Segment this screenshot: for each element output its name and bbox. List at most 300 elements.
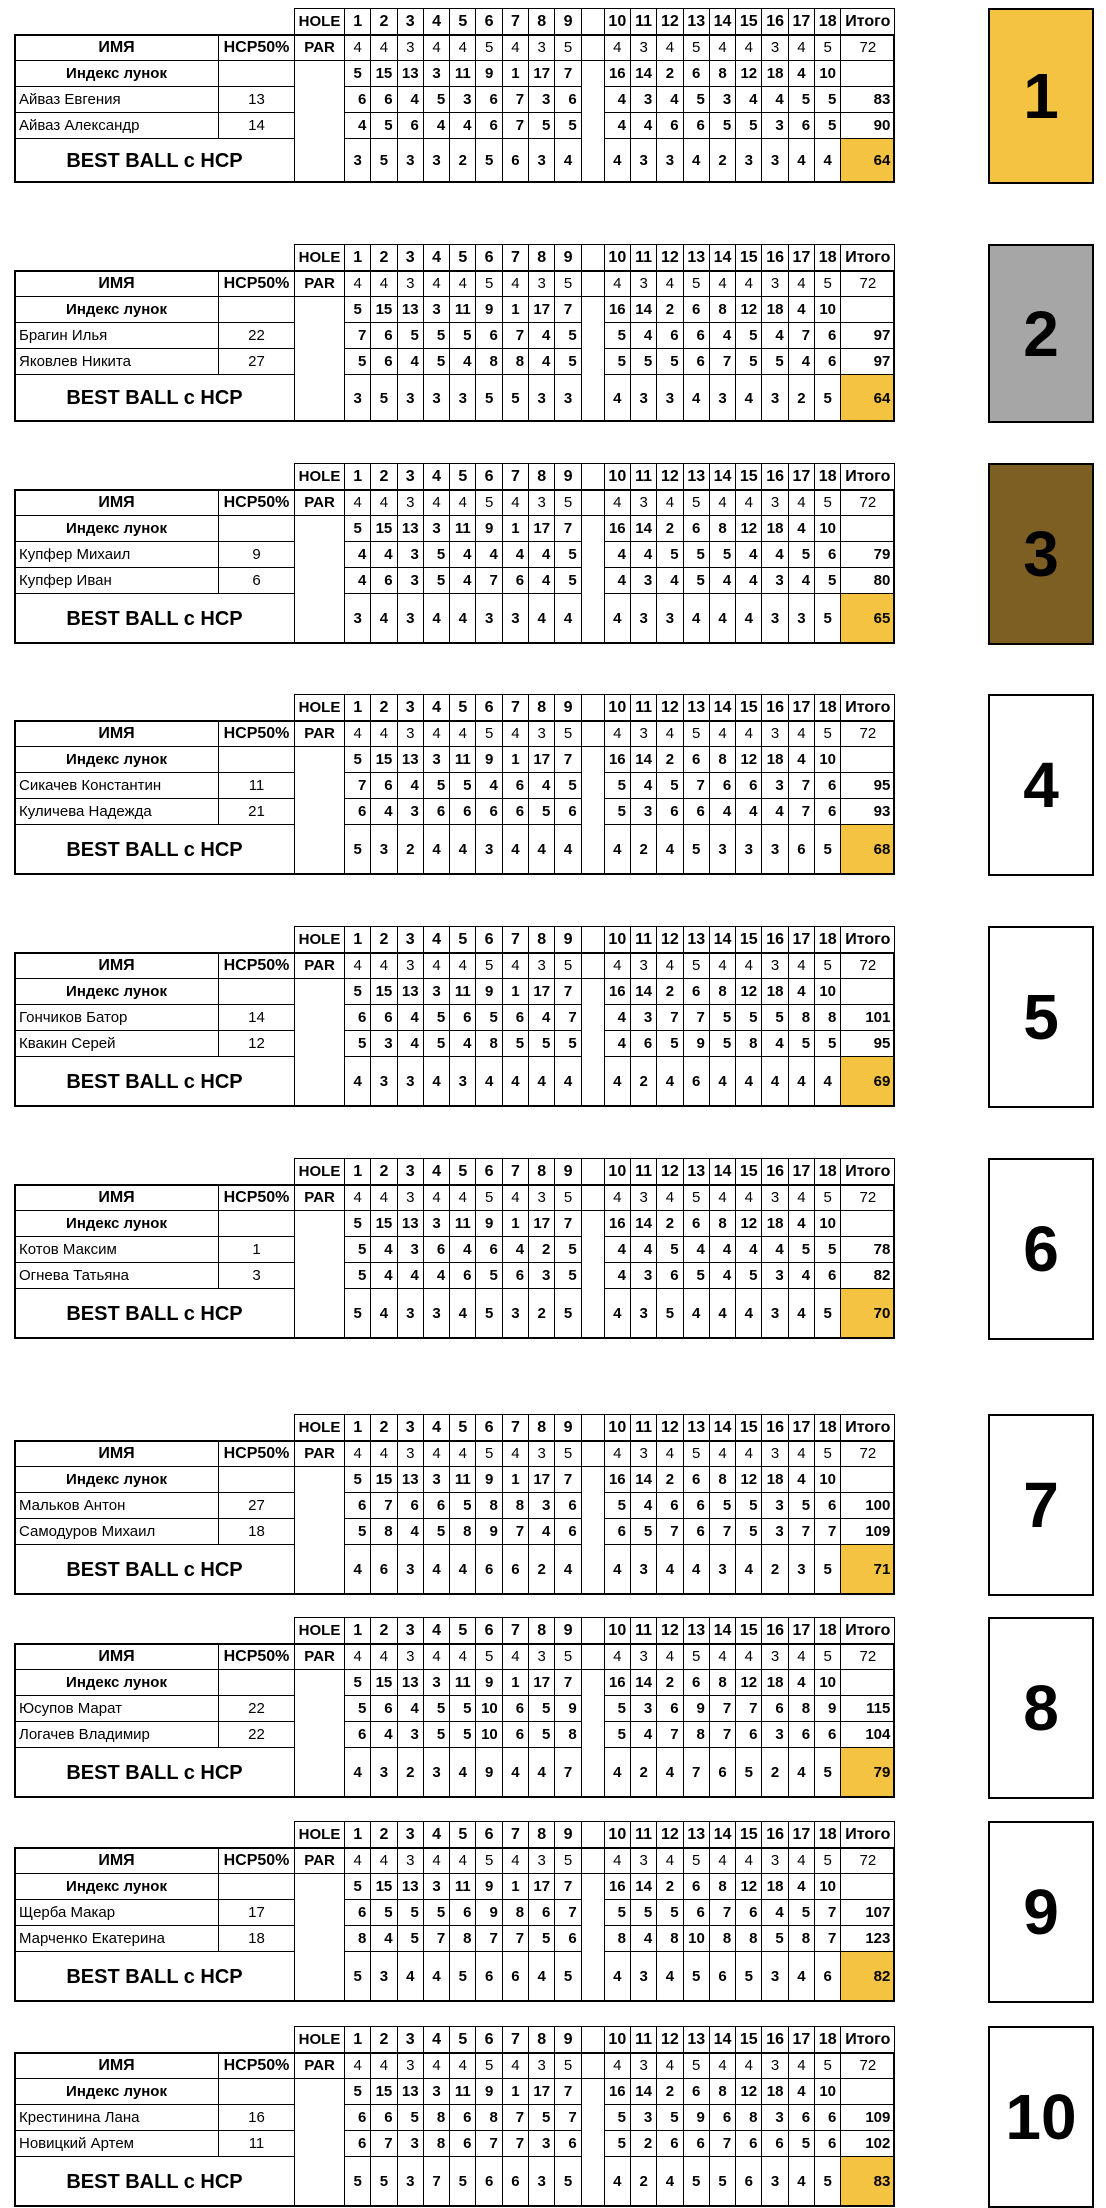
empty-cell (841, 2079, 895, 2105)
hole-score: 6 (815, 1722, 841, 1748)
par-value: 5 (683, 953, 709, 979)
par-value: 4 (788, 721, 814, 747)
par-value: 5 (815, 1644, 841, 1670)
best-ball-score: 2 (762, 1545, 788, 1595)
best-ball-score: 4 (555, 1057, 581, 1107)
hole-index: 13 (397, 2079, 423, 2105)
hole-index: 7 (555, 516, 581, 542)
hole-score: 3 (630, 1263, 656, 1289)
par-value: 5 (683, 35, 709, 61)
hole-index: 6 (683, 1874, 709, 1900)
best-ball-score: 2 (630, 825, 656, 875)
best-ball-score: 3 (371, 1057, 397, 1107)
best-ball-score: 5 (450, 2157, 476, 2207)
hole-score: 5 (423, 542, 449, 568)
empty-cell (295, 1467, 345, 1595)
hole-score: 6 (450, 1005, 476, 1031)
player-row (15, 1722, 895, 1748)
hole-number: 9 (555, 1159, 581, 1185)
par-value: 4 (371, 953, 397, 979)
hole-score: 3 (762, 113, 788, 139)
hole-score: 7 (709, 349, 735, 375)
best-ball-score: 3 (502, 1289, 528, 1339)
player-row (15, 87, 895, 113)
best-ball-row (15, 2157, 895, 2207)
hole-number: 2 (371, 9, 397, 35)
hole-row (15, 695, 895, 721)
hole-number: 1 (345, 695, 371, 721)
hole-number: 13 (683, 245, 709, 271)
hole-number: 14 (709, 464, 735, 490)
hole-score: 5 (788, 87, 814, 113)
hole-number: 10 (604, 927, 630, 953)
gap-cell (581, 297, 604, 422)
par-total: 72 (841, 271, 895, 297)
hole-score: 5 (529, 1926, 555, 1952)
index-label: Индекс лунок (15, 61, 219, 87)
hole-score: 5 (345, 349, 371, 375)
par-value: 4 (604, 35, 630, 61)
par-value: 3 (397, 1441, 423, 1467)
best-ball-score: 6 (476, 1952, 502, 2002)
best-ball-score: 3 (397, 1289, 423, 1339)
hole-score: 8 (450, 1926, 476, 1952)
par-value: 5 (476, 1185, 502, 1211)
hole-score: 5 (762, 1926, 788, 1952)
hole-score: 5 (736, 113, 762, 139)
hole-number: 1 (345, 927, 371, 953)
hole-score: 8 (502, 1493, 528, 1519)
hole-score: 10 (476, 1722, 502, 1748)
best-ball-score: 6 (709, 1748, 735, 1798)
hole-index: 6 (683, 2079, 709, 2105)
par-value: 5 (555, 1185, 581, 1211)
hole-label: HOLE (295, 1415, 345, 1441)
blank-cell (15, 464, 219, 490)
hole-index: 7 (555, 297, 581, 323)
hole-score: 6 (683, 1900, 709, 1926)
hcp-header: HCP50% (219, 1644, 295, 1670)
hole-index: 16 (604, 1874, 630, 1900)
empty-cell (841, 747, 895, 773)
hole-score: 7 (788, 773, 814, 799)
hole-score: 6 (815, 323, 841, 349)
hole-score: 4 (397, 349, 423, 375)
hole-number: 15 (736, 1618, 762, 1644)
hole-score: 6 (450, 1263, 476, 1289)
hole-score: 9 (815, 1696, 841, 1722)
hole-number: 10 (604, 1618, 630, 1644)
hole-index: 11 (450, 61, 476, 87)
scorecard-table (14, 244, 895, 422)
best-ball-score: 7 (555, 1748, 581, 1798)
best-ball-score: 5 (736, 1952, 762, 2002)
hole-number: 2 (371, 1159, 397, 1185)
best-ball-score: 2 (630, 1057, 656, 1107)
blank-cell (15, 1415, 219, 1441)
best-ball-score: 3 (762, 825, 788, 875)
hole-score: 6 (657, 2131, 683, 2157)
par-value: 3 (762, 1441, 788, 1467)
hole-index: 15 (371, 979, 397, 1005)
player-total: 93 (841, 799, 895, 825)
empty-cell (219, 1211, 295, 1237)
hole-score: 5 (604, 1900, 630, 1926)
best-ball-row (15, 1748, 895, 1798)
par-row (15, 1848, 895, 1874)
hole-index: 14 (630, 1211, 656, 1237)
gap-cell (581, 1441, 604, 1467)
hole-index: 14 (630, 1670, 656, 1696)
hole-score: 6 (476, 1237, 502, 1263)
hole-index: 1 (502, 1874, 528, 1900)
player-name: Брагин Илья (15, 323, 219, 349)
hole-score: 6 (476, 113, 502, 139)
hole-score: 6 (371, 568, 397, 594)
hole-score: 5 (529, 2105, 555, 2131)
hole-score: 5 (657, 542, 683, 568)
hole-index: 10 (815, 1211, 841, 1237)
par-value: 3 (397, 2053, 423, 2079)
scorecard-table (14, 1617, 895, 1798)
par-value: 4 (502, 271, 528, 297)
best-ball-score: 3 (709, 375, 735, 422)
hole-number: 17 (788, 1415, 814, 1441)
hole-score: 4 (371, 1263, 397, 1289)
hole-row (15, 1618, 895, 1644)
empty-cell (841, 61, 895, 87)
hole-score: 7 (555, 1005, 581, 1031)
best-ball-score: 4 (371, 1289, 397, 1339)
scorecard-table (14, 8, 895, 183)
best-ball-score: 4 (683, 1289, 709, 1339)
hole-score: 4 (397, 1519, 423, 1545)
hole-row (15, 1822, 895, 1848)
hole-score: 3 (397, 542, 423, 568)
hole-score: 4 (762, 87, 788, 113)
hole-number: 2 (371, 695, 397, 721)
hole-score: 5 (423, 1722, 449, 1748)
hole-score: 5 (604, 1493, 630, 1519)
hole-score: 7 (815, 1519, 841, 1545)
hole-score: 5 (345, 1031, 371, 1057)
hole-index: 8 (709, 1670, 735, 1696)
best-ball-score: 3 (657, 594, 683, 644)
hole-score: 5 (476, 1005, 502, 1031)
hole-index: 9 (476, 1874, 502, 1900)
total-header: Итого (841, 1415, 895, 1441)
hole-number: 12 (657, 927, 683, 953)
hole-score: 5 (371, 113, 397, 139)
best-ball-score: 4 (788, 1289, 814, 1339)
hole-score: 5 (736, 1519, 762, 1545)
hole-score: 5 (423, 1696, 449, 1722)
hole-number: 8 (529, 2027, 555, 2053)
player-hcp: 16 (219, 2105, 295, 2131)
hole-score: 6 (502, 568, 528, 594)
hole-score: 4 (476, 773, 502, 799)
best-ball-score: 4 (657, 1748, 683, 1798)
par-value: 3 (397, 1848, 423, 1874)
hole-number: 10 (604, 1415, 630, 1441)
best-ball-score: 3 (502, 594, 528, 644)
hole-index: 9 (476, 979, 502, 1005)
par-value: 4 (345, 1644, 371, 1670)
hole-number: 15 (736, 695, 762, 721)
hole-number: 12 (657, 9, 683, 35)
hole-score: 3 (762, 2105, 788, 2131)
hole-number: 16 (762, 1415, 788, 1441)
empty-cell (219, 1874, 295, 1900)
hole-score: 8 (736, 1031, 762, 1057)
best-ball-score: 4 (502, 825, 528, 875)
hole-score: 6 (815, 542, 841, 568)
hole-score: 5 (709, 542, 735, 568)
hole-score: 6 (345, 1900, 371, 1926)
hole-score: 5 (345, 1263, 371, 1289)
par-value: 4 (736, 721, 762, 747)
par-total: 72 (841, 953, 895, 979)
par-value: 4 (788, 2053, 814, 2079)
hole-score: 7 (815, 1900, 841, 1926)
hole-number: 16 (762, 695, 788, 721)
hole-number: 14 (709, 695, 735, 721)
par-value: 5 (683, 1441, 709, 1467)
player-total: 109 (841, 2105, 895, 2131)
best-ball-score: 4 (604, 2157, 630, 2207)
par-total: 72 (841, 721, 895, 747)
player-name: Сикачев Константин (15, 773, 219, 799)
best-ball-score: 4 (788, 1057, 814, 1107)
hole-score: 4 (450, 1237, 476, 1263)
hole-score: 2 (630, 2131, 656, 2157)
hole-number: 4 (423, 927, 449, 953)
best-ball-score: 6 (736, 2157, 762, 2207)
best-ball-score: 3 (630, 1545, 656, 1595)
best-ball-score: 3 (555, 375, 581, 422)
best-ball-total: 83 (841, 2157, 895, 2207)
total-header: Итого (841, 695, 895, 721)
hcp-header: HCP50% (219, 2053, 295, 2079)
hole-score: 5 (555, 1237, 581, 1263)
empty-cell (295, 61, 345, 183)
par-value: 4 (657, 2053, 683, 2079)
gap-cell (581, 1644, 604, 1670)
par-value: 4 (345, 490, 371, 516)
par-value: 5 (476, 2053, 502, 2079)
par-value: 4 (736, 35, 762, 61)
par-value: 5 (683, 490, 709, 516)
hole-index: 14 (630, 1467, 656, 1493)
hole-number: 11 (630, 464, 656, 490)
player-row (15, 323, 895, 349)
hole-index: 11 (450, 747, 476, 773)
par-value: 3 (397, 35, 423, 61)
hole-number: 4 (423, 1415, 449, 1441)
hole-number: 10 (604, 9, 630, 35)
player-row (15, 1900, 895, 1926)
hole-score: 4 (630, 1237, 656, 1263)
name-header: ИМЯ (15, 721, 219, 747)
player-name: Огнева Татьяна (15, 1263, 219, 1289)
hole-score: 4 (345, 113, 371, 139)
hole-number: 11 (630, 1415, 656, 1441)
par-total: 72 (841, 490, 895, 516)
hole-score: 8 (683, 1722, 709, 1748)
hole-index: 4 (788, 297, 814, 323)
hole-score: 5 (555, 1031, 581, 1057)
par-value: 5 (555, 1441, 581, 1467)
blank-cell (15, 9, 219, 35)
player-row (15, 773, 895, 799)
hole-score: 5 (604, 773, 630, 799)
best-ball-score: 4 (762, 1057, 788, 1107)
hole-score: 8 (604, 1926, 630, 1952)
hole-score: 6 (657, 323, 683, 349)
hole-score: 5 (736, 1005, 762, 1031)
hole-row (15, 927, 895, 953)
hole-score: 7 (657, 1519, 683, 1545)
par-value: 4 (423, 1644, 449, 1670)
hole-index: 6 (683, 1211, 709, 1237)
best-ball-score: 3 (345, 594, 371, 644)
best-ball-label: BEST BALL с HCP (15, 1289, 295, 1339)
empty-cell (295, 747, 345, 875)
hole-number: 4 (423, 695, 449, 721)
place-badge: 6 (988, 1158, 1094, 1340)
hole-score: 5 (604, 799, 630, 825)
hole-index: 3 (423, 61, 449, 87)
hole-score: 5 (371, 1900, 397, 1926)
hole-score: 5 (736, 349, 762, 375)
best-ball-score: 4 (604, 594, 630, 644)
hole-index: 14 (630, 61, 656, 87)
par-value: 4 (709, 35, 735, 61)
place-badge: 3 (988, 463, 1094, 645)
best-ball-score: 4 (529, 1952, 555, 2002)
hole-score: 6 (345, 1493, 371, 1519)
hole-number: 15 (736, 245, 762, 271)
hole-number: 1 (345, 9, 371, 35)
par-value: 4 (736, 1644, 762, 1670)
best-ball-score: 5 (555, 1952, 581, 2002)
best-ball-score: 5 (555, 2157, 581, 2207)
best-ball-label: BEST BALL с HCP (15, 1057, 295, 1107)
hole-index: 2 (657, 61, 683, 87)
hole-score: 4 (529, 323, 555, 349)
hole-index: 10 (815, 61, 841, 87)
par-value: 3 (630, 271, 656, 297)
hole-score: 7 (788, 1519, 814, 1545)
hole-index: 18 (762, 1874, 788, 1900)
best-ball-score: 3 (476, 594, 502, 644)
player-row (15, 799, 895, 825)
hole-number: 1 (345, 2027, 371, 2053)
par-value: 4 (788, 1185, 814, 1211)
hole-score: 4 (423, 113, 449, 139)
par-value: 3 (397, 721, 423, 747)
hole-score: 6 (762, 1696, 788, 1722)
hole-score: 4 (397, 773, 423, 799)
hole-index: 5 (345, 747, 371, 773)
best-ball-score: 3 (423, 375, 449, 422)
best-ball-score: 6 (815, 1952, 841, 2002)
best-ball-label: BEST BALL с HCP (15, 375, 295, 422)
hole-number: 14 (709, 1159, 735, 1185)
player-hcp: 6 (219, 568, 295, 594)
par-label: PAR (295, 35, 345, 61)
best-ball-total: 69 (841, 1057, 895, 1107)
player-total: 107 (841, 1900, 895, 1926)
hole-score: 4 (604, 1005, 630, 1031)
hole-score: 7 (709, 2131, 735, 2157)
best-ball-row (15, 1057, 895, 1107)
hole-number: 9 (555, 2027, 581, 2053)
par-value: 4 (657, 1848, 683, 1874)
best-ball-score: 3 (762, 594, 788, 644)
best-ball-score: 3 (736, 139, 762, 183)
hole-number: 17 (788, 2027, 814, 2053)
best-ball-score: 5 (683, 2157, 709, 2207)
hole-index: 14 (630, 747, 656, 773)
hole-index: 1 (502, 516, 528, 542)
hole-number: 7 (502, 1822, 528, 1848)
par-value: 4 (657, 490, 683, 516)
hole-number: 13 (683, 2027, 709, 2053)
hole-number: 17 (788, 1159, 814, 1185)
hole-number: 3 (397, 464, 423, 490)
hole-score: 6 (476, 799, 502, 825)
best-ball-score: 5 (476, 375, 502, 422)
hole-index: 6 (683, 1467, 709, 1493)
hole-number: 13 (683, 695, 709, 721)
gap-cell (581, 35, 604, 61)
hole-score: 5 (788, 2131, 814, 2157)
hole-index: 8 (709, 61, 735, 87)
hole-number: 11 (630, 2027, 656, 2053)
player-name: Айваз Александр (15, 113, 219, 139)
hole-index: 10 (815, 516, 841, 542)
hole-index: 15 (371, 1467, 397, 1493)
hole-number: 4 (423, 464, 449, 490)
hole-score: 8 (736, 1926, 762, 1952)
hole-score: 5 (736, 323, 762, 349)
player-name: Марченко Екатерина (15, 1926, 219, 1952)
best-ball-score: 4 (529, 594, 555, 644)
best-ball-score: 5 (555, 1289, 581, 1339)
hole-score: 6 (762, 2131, 788, 2157)
hole-score: 5 (683, 542, 709, 568)
hole-index: 8 (709, 1467, 735, 1493)
hole-score: 4 (345, 542, 371, 568)
hole-index: 15 (371, 297, 397, 323)
hole-score: 4 (397, 87, 423, 113)
gap-cell (581, 1185, 604, 1211)
player-row (15, 1493, 895, 1519)
best-ball-label: BEST BALL с HCP (15, 2157, 295, 2207)
empty-cell (219, 1670, 295, 1696)
par-value: 4 (604, 2053, 630, 2079)
hole-score: 5 (657, 1031, 683, 1057)
best-ball-score: 3 (423, 139, 449, 183)
player-row (15, 113, 895, 139)
hole-number: 11 (630, 245, 656, 271)
player-total: 115 (841, 1696, 895, 1722)
par-value: 3 (529, 1848, 555, 1874)
hole-number: 16 (762, 245, 788, 271)
hole-index: 18 (762, 1467, 788, 1493)
gap-cell (581, 695, 604, 721)
